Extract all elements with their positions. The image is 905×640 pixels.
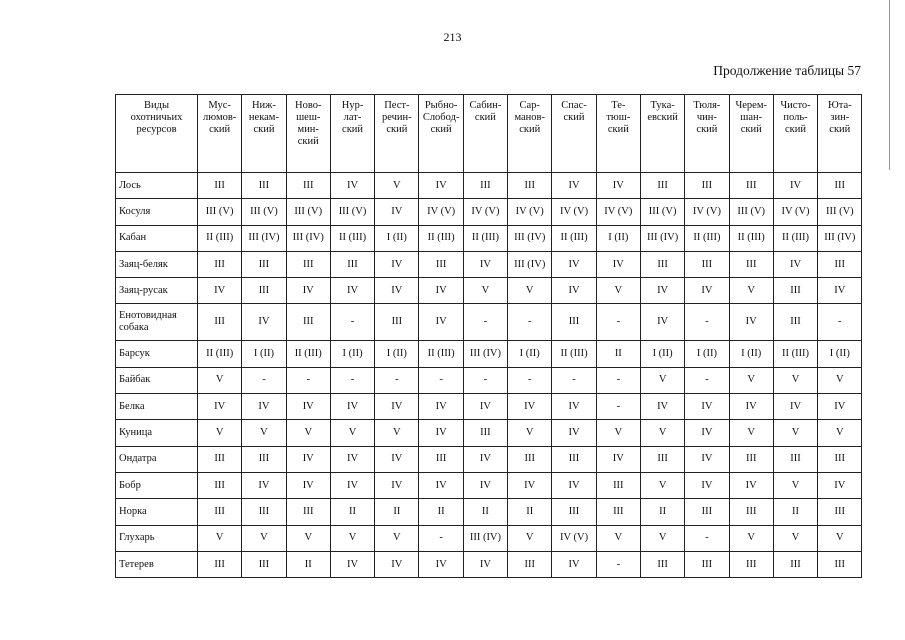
header-district: Чисто- поль- ский (773, 95, 817, 173)
table-row (116, 367, 862, 393)
quality-class-cell: II (419, 499, 463, 525)
quality-class-cell: II (III) (198, 225, 242, 251)
species-cell: Косуля (116, 199, 198, 225)
quality-class-cell: - (330, 304, 374, 341)
quality-class-cell: IV (330, 394, 374, 420)
header-district: Ново- шеш- мин- ский (286, 95, 330, 173)
quality-class-cell: III (729, 551, 773, 577)
quality-class-cell: IV (330, 446, 374, 472)
species-cell: Лось (116, 173, 198, 199)
quality-class-cell: II (III) (552, 341, 596, 367)
quality-class-cell: V (375, 420, 419, 446)
table-row (116, 225, 862, 251)
quality-class-cell: V (198, 525, 242, 551)
table-row (116, 394, 862, 420)
quality-class-cell: IV (818, 394, 862, 420)
quality-class-cell: III (242, 278, 286, 304)
quality-class-cell: III (198, 173, 242, 199)
quality-class-cell: - (818, 304, 862, 341)
quality-class-cell: II (III) (773, 341, 817, 367)
quality-class-cell: IV (773, 251, 817, 277)
quality-class-cell: IV (V) (552, 199, 596, 225)
quality-class-cell: - (552, 367, 596, 393)
quality-class-cell: V (640, 525, 684, 551)
quality-class-cell: IV (V) (508, 199, 552, 225)
quality-class-cell: I (II) (508, 341, 552, 367)
table-row (116, 472, 862, 498)
table-row (116, 499, 862, 525)
quality-class-cell: III (IV) (463, 341, 507, 367)
header-district: Черем- шан- ский (729, 95, 773, 173)
quality-class-cell: III (773, 446, 817, 472)
quality-class-cell: IV (596, 446, 640, 472)
quality-class-cell: IV (596, 251, 640, 277)
quality-class-cell: II (508, 499, 552, 525)
quality-class-cell: - (419, 367, 463, 393)
species-cell: Заяц-русак (116, 278, 198, 304)
header-district: Сабин- ский (463, 95, 507, 173)
quality-class-cell: III (286, 499, 330, 525)
quality-class-cell: V (242, 525, 286, 551)
quality-class-cell: II (III) (419, 341, 463, 367)
table-header-row (116, 95, 862, 173)
quality-class-cell: II (286, 551, 330, 577)
quality-class-cell: IV (463, 551, 507, 577)
header-district: Тюля- чин- ский (685, 95, 729, 173)
quality-class-cell: II (330, 499, 374, 525)
quality-class-cell: IV (198, 394, 242, 420)
quality-class-cell: III (640, 446, 684, 472)
quality-class-cell: III (508, 173, 552, 199)
quality-class-cell: III (508, 551, 552, 577)
quality-class-cell: I (II) (640, 341, 684, 367)
quality-class-cell: IV (463, 394, 507, 420)
quality-class-cell: IV (330, 472, 374, 498)
quality-class-cell: III (729, 173, 773, 199)
quality-class-cell: V (818, 367, 862, 393)
header-district: Юта- зин- ский (818, 95, 862, 173)
quality-class-cell: IV (640, 394, 684, 420)
quality-class-cell: - (463, 304, 507, 341)
quality-class-cell: IV (419, 394, 463, 420)
quality-class-cell: III (V) (286, 199, 330, 225)
quality-class-cell: III (818, 251, 862, 277)
quality-class-cell: II (III) (773, 225, 817, 251)
quality-class-cell: II (III) (552, 225, 596, 251)
quality-class-cell: - (419, 525, 463, 551)
quality-class-cell: III (463, 420, 507, 446)
quality-class-cell: IV (552, 251, 596, 277)
quality-class-cell: IV (685, 472, 729, 498)
quality-class-cell: - (685, 525, 729, 551)
quality-class-cell: IV (685, 278, 729, 304)
quality-class-cell: V (463, 278, 507, 304)
quality-class-cell: II (III) (729, 225, 773, 251)
quality-class-cell: IV (286, 472, 330, 498)
quality-class-cell: III (729, 499, 773, 525)
quality-class-cell: IV (552, 472, 596, 498)
quality-class-cell: - (463, 367, 507, 393)
quality-class-cell: I (II) (818, 341, 862, 367)
quality-class-cell: V (729, 525, 773, 551)
header-species: Виды охотничьих ресурсов (116, 95, 198, 173)
quality-class-cell: I (II) (685, 341, 729, 367)
quality-class-cell: I (II) (729, 341, 773, 367)
species-cell: Енотовидная собака (116, 304, 198, 341)
quality-class-cell: III (286, 173, 330, 199)
species-cell: Норка (116, 499, 198, 525)
quality-class-cell: V (773, 367, 817, 393)
quality-class-cell: V (729, 278, 773, 304)
hunting-resources-table (115, 94, 862, 578)
species-cell: Глухарь (116, 525, 198, 551)
quality-class-cell: III (242, 251, 286, 277)
quality-class-cell: IV (330, 278, 374, 304)
quality-class-cell: V (596, 420, 640, 446)
header-district: Рыбно- Слобод- ский (419, 95, 463, 173)
quality-class-cell: II (III) (419, 225, 463, 251)
quality-class-cell: III (773, 304, 817, 341)
species-cell: Барсук (116, 341, 198, 367)
table-row (116, 420, 862, 446)
page-number: 213 (443, 30, 462, 44)
quality-class-cell: V (330, 525, 374, 551)
quality-class-cell: V (508, 420, 552, 446)
quality-class-cell: III (242, 551, 286, 577)
header-district: Ниж- некам- ский (242, 95, 286, 173)
species-cell: Куница (116, 420, 198, 446)
quality-class-cell: II (III) (463, 225, 507, 251)
quality-class-cell: V (375, 173, 419, 199)
table-continuation-caption: Продолжение таблицы 57 (713, 63, 861, 78)
quality-class-cell: III (IV) (242, 225, 286, 251)
quality-class-cell: I (II) (375, 341, 419, 367)
quality-class-cell: IV (552, 551, 596, 577)
quality-class-cell: III (V) (818, 199, 862, 225)
quality-class-cell: IV (729, 304, 773, 341)
quality-class-cell: II (III) (286, 341, 330, 367)
species-cell: Кабан (116, 225, 198, 251)
quality-class-cell: IV (552, 173, 596, 199)
quality-class-cell: III (IV) (286, 225, 330, 251)
quality-class-cell: IV (330, 551, 374, 577)
quality-class-cell: IV (375, 251, 419, 277)
quality-class-cell: III (286, 304, 330, 341)
quality-class-cell: IV (419, 472, 463, 498)
quality-class-cell: III (508, 446, 552, 472)
quality-class-cell: V (773, 525, 817, 551)
quality-class-cell: II (640, 499, 684, 525)
quality-class-cell: IV (286, 446, 330, 472)
quality-class-cell: V (596, 278, 640, 304)
quality-class-cell: - (596, 551, 640, 577)
quality-class-cell: IV (375, 199, 419, 225)
quality-class-cell: IV (419, 278, 463, 304)
species-cell: Заяц-беляк (116, 251, 198, 277)
quality-class-cell: IV (375, 394, 419, 420)
header-district: Нур- лат- ский (330, 95, 374, 173)
quality-class-cell: IV (463, 446, 507, 472)
quality-class-cell: III (685, 173, 729, 199)
quality-class-cell: IV (818, 472, 862, 498)
quality-class-cell: IV (552, 420, 596, 446)
quality-class-cell: V (375, 525, 419, 551)
quality-class-cell: III (552, 304, 596, 341)
quality-class-cell: IV (375, 551, 419, 577)
quality-class-cell: V (640, 472, 684, 498)
quality-class-cell: IV (729, 472, 773, 498)
quality-class-cell: IV (V) (419, 199, 463, 225)
quality-class-cell: III (596, 499, 640, 525)
quality-class-cell: V (773, 472, 817, 498)
quality-class-cell: IV (463, 472, 507, 498)
species-cell: Байбак (116, 367, 198, 393)
quality-class-cell: - (375, 367, 419, 393)
quality-class-cell: III (IV) (508, 251, 552, 277)
quality-class-cell: IV (685, 446, 729, 472)
quality-class-cell: I (II) (242, 341, 286, 367)
quality-class-cell: V (286, 525, 330, 551)
header-district: Те- тюш- ский (596, 95, 640, 173)
quality-class-cell: IV (V) (773, 199, 817, 225)
quality-class-cell: III (V) (330, 199, 374, 225)
quality-class-cell: IV (375, 446, 419, 472)
quality-class-cell: III (198, 551, 242, 577)
quality-class-cell: IV (375, 472, 419, 498)
table-row (116, 446, 862, 472)
quality-class-cell: V (640, 420, 684, 446)
quality-class-cell: III (198, 251, 242, 277)
quality-class-cell: IV (508, 472, 552, 498)
quality-class-cell: II (463, 499, 507, 525)
quality-class-cell: II (III) (198, 341, 242, 367)
table-row (116, 278, 862, 304)
quality-class-cell: I (II) (330, 341, 374, 367)
quality-class-cell: I (II) (596, 225, 640, 251)
quality-class-cell: IV (640, 304, 684, 341)
quality-class-cell: III (463, 173, 507, 199)
quality-class-cell: IV (V) (685, 199, 729, 225)
quality-class-cell: III (552, 499, 596, 525)
quality-class-cell: V (198, 367, 242, 393)
quality-class-cell: V (818, 525, 862, 551)
header-district: Тука- евский (640, 95, 684, 173)
quality-class-cell: III (685, 499, 729, 525)
quality-class-cell: I (II) (375, 225, 419, 251)
species-cell: Ондатра (116, 446, 198, 472)
quality-class-cell: - (242, 367, 286, 393)
quality-class-cell: III (198, 446, 242, 472)
quality-class-cell: III (IV) (463, 525, 507, 551)
quality-class-cell: III (685, 551, 729, 577)
quality-class-cell: III (729, 446, 773, 472)
quality-class-cell: III (818, 446, 862, 472)
quality-class-cell: IV (242, 472, 286, 498)
header-district: Спас- ский (552, 95, 596, 173)
quality-class-cell: III (818, 499, 862, 525)
quality-class-cell: III (419, 251, 463, 277)
table-row (116, 304, 862, 341)
quality-class-cell: III (596, 472, 640, 498)
quality-class-cell: IV (729, 394, 773, 420)
quality-class-cell: III (198, 304, 242, 341)
quality-class-cell: II (III) (330, 225, 374, 251)
quality-class-cell: III (640, 251, 684, 277)
quality-class-cell: III (552, 446, 596, 472)
quality-class-cell: V (286, 420, 330, 446)
quality-class-cell: IV (773, 394, 817, 420)
quality-class-cell: IV (419, 173, 463, 199)
quality-class-cell: III (375, 304, 419, 341)
quality-class-cell: IV (419, 304, 463, 341)
quality-class-cell: IV (508, 394, 552, 420)
quality-class-cell: V (198, 420, 242, 446)
quality-class-cell: V (729, 367, 773, 393)
quality-class-cell: - (685, 367, 729, 393)
quality-class-cell: III (V) (640, 199, 684, 225)
table-row (116, 341, 862, 367)
quality-class-cell: IV (685, 420, 729, 446)
table-body (116, 173, 862, 578)
quality-class-cell: III (242, 499, 286, 525)
quality-class-cell: IV (552, 278, 596, 304)
quality-class-cell: IV (330, 173, 374, 199)
header-district: Сар- манов- ский (508, 95, 552, 173)
quality-class-cell: III (V) (729, 199, 773, 225)
quality-class-cell: V (773, 420, 817, 446)
quality-class-cell: V (640, 367, 684, 393)
quality-class-cell: IV (818, 278, 862, 304)
quality-class-cell: III (242, 446, 286, 472)
table-row (116, 551, 862, 577)
quality-class-cell: II (596, 341, 640, 367)
header-district: Пест- речин- ский (375, 95, 419, 173)
quality-class-cell: III (640, 173, 684, 199)
species-cell: Белка (116, 394, 198, 420)
quality-class-cell: IV (552, 394, 596, 420)
quality-class-cell: - (286, 367, 330, 393)
quality-class-cell: V (729, 420, 773, 446)
quality-class-cell: V (242, 420, 286, 446)
quality-class-cell: - (508, 304, 552, 341)
quality-class-cell: V (330, 420, 374, 446)
quality-class-cell: IV (773, 173, 817, 199)
quality-class-cell: III (286, 251, 330, 277)
quality-class-cell: - (508, 367, 552, 393)
quality-class-cell: - (596, 367, 640, 393)
table-row (116, 173, 862, 199)
quality-class-cell: V (596, 525, 640, 551)
quality-class-cell: III (242, 173, 286, 199)
quality-class-cell: IV (242, 394, 286, 420)
quality-class-cell: III (330, 251, 374, 277)
quality-class-cell: V (508, 525, 552, 551)
table-row (116, 251, 862, 277)
quality-class-cell: II (375, 499, 419, 525)
quality-class-cell: III (V) (242, 199, 286, 225)
species-cell: Бобр (116, 472, 198, 498)
quality-class-cell: III (IV) (640, 225, 684, 251)
quality-class-cell: - (330, 367, 374, 393)
quality-class-cell: V (818, 420, 862, 446)
quality-class-cell: V (508, 278, 552, 304)
quality-class-cell: IV (286, 278, 330, 304)
quality-class-cell: III (IV) (508, 225, 552, 251)
quality-class-cell: IV (375, 278, 419, 304)
page-edge-rule (889, 0, 890, 170)
quality-class-cell: - (685, 304, 729, 341)
quality-class-cell: IV (V) (463, 199, 507, 225)
header-district: Мус- люмов- ский (198, 95, 242, 173)
quality-class-cell: II (III) (685, 225, 729, 251)
quality-class-cell: III (729, 251, 773, 277)
quality-class-cell: - (596, 394, 640, 420)
species-cell: Тетерев (116, 551, 198, 577)
quality-class-cell: IV (286, 394, 330, 420)
quality-class-cell: III (818, 173, 862, 199)
quality-class-cell: IV (V) (552, 525, 596, 551)
quality-class-cell: III (640, 551, 684, 577)
quality-class-cell: IV (198, 278, 242, 304)
quality-class-cell: IV (685, 394, 729, 420)
quality-class-cell: IV (463, 251, 507, 277)
quality-class-cell: III (685, 251, 729, 277)
quality-class-cell: IV (419, 420, 463, 446)
quality-class-cell: III (773, 551, 817, 577)
table-row (116, 199, 862, 225)
quality-class-cell: III (V) (198, 199, 242, 225)
quality-class-cell: III (773, 278, 817, 304)
table-row (116, 525, 862, 551)
quality-class-cell: III (818, 551, 862, 577)
quality-class-cell: IV (V) (596, 199, 640, 225)
quality-class-cell: IV (596, 173, 640, 199)
quality-class-cell: IV (640, 278, 684, 304)
quality-class-cell: III (198, 472, 242, 498)
quality-class-cell: IV (242, 304, 286, 341)
quality-class-cell: III (419, 446, 463, 472)
quality-class-cell: IV (419, 551, 463, 577)
quality-class-cell: II (773, 499, 817, 525)
quality-class-cell: III (IV) (818, 225, 862, 251)
quality-class-cell: - (596, 304, 640, 341)
quality-class-cell: III (198, 499, 242, 525)
